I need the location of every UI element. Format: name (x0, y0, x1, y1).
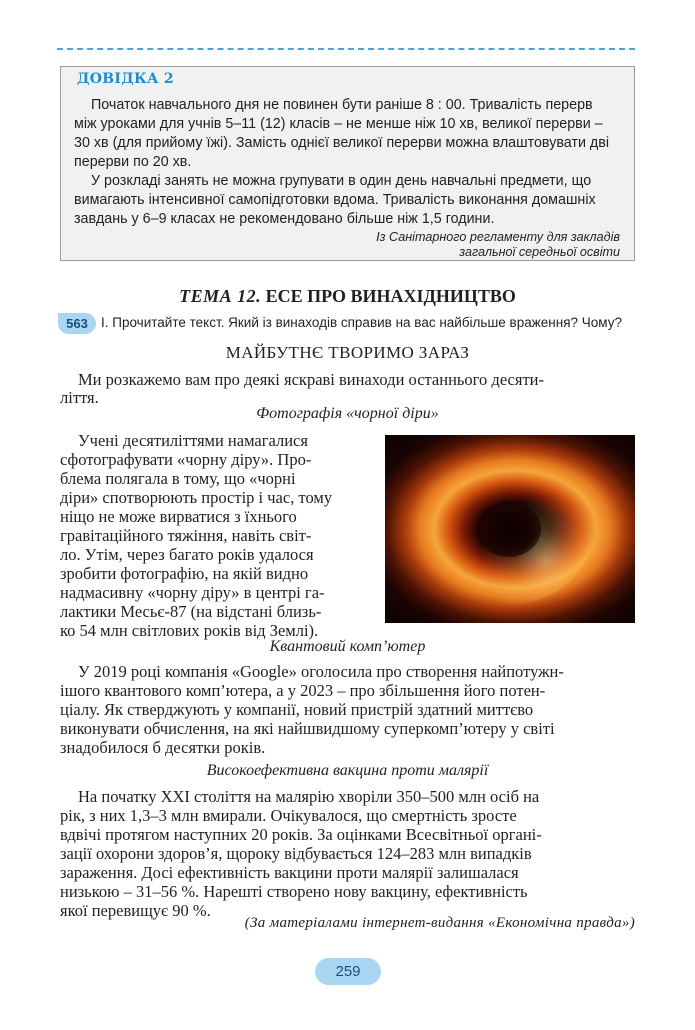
task-number-badge: 563 (58, 313, 96, 334)
paragraph-line: надмасивну «чорну діру» в центрі га- (60, 583, 325, 602)
paragraph-line: У 2019 році компанія «Google» оголосила про створення найпотужн- (78, 662, 564, 681)
paragraph-line: ціалу. Як стверджують у компанії, новий пристрій здатний миттєво (60, 700, 534, 719)
reference-line: 30 хв (для прийому їжі). Замість однієї великої перерви можна влаштовувати дві (74, 135, 610, 151)
topic-heading (0, 286, 695, 307)
paragraph-line: зараження. Досі ефективність вакцини проти малярії залишалася (60, 863, 519, 882)
paragraph-line: ко 54 млн світлових років від Землі). (60, 621, 319, 640)
section-heading-vaccine: Високоефективна вакцина проти малярії (206, 762, 489, 779)
reference-box (60, 66, 635, 261)
paragraph-line: зробити фотографію, на якій видно (60, 564, 309, 583)
paragraph-line: діри» спотворюють простір і час, тому (60, 488, 333, 507)
paragraph-line: низькою – 31–56 %. Нарешті створено нову вакцину, ефективність (60, 882, 528, 901)
paragraph-line: виконувати обчислення, на які найшвидшому суперкомп’ютеру у світі (60, 719, 555, 738)
paragraph-line: блема полягала в тому, що «чорні (60, 469, 296, 488)
paragraph-line: якої перевищує 90 %. (60, 901, 211, 920)
source-credit: (За матеріалами інтернет-видання «Економічна правда») (244, 915, 635, 931)
black-hole-shadow (477, 501, 541, 557)
paragraph-line: сфотографувати «чорну діру». Про- (60, 450, 312, 469)
top-dashed-divider (57, 48, 635, 50)
section-heading-quantum: Квантовий комп’ютер (269, 638, 426, 655)
topic-title: ЕСЕ ПРО ВИНАХІДНИЦТВО (261, 286, 516, 306)
paragraph-line: знадобилося б десятки років. (60, 738, 266, 757)
paragraph-line: На початку XXI століття на малярію хворіли 350–500 млн осіб на (78, 787, 540, 806)
reference-line: Початок навчального дня не повинен бути раніше 8 : 00. Тривалість перерв (91, 97, 593, 113)
reference-source: Із Санітарного регламенту для закладів (376, 230, 620, 244)
paragraph-line: ішого квантового комп’ютера, а у 2023 – про збільшення його потен- (60, 681, 546, 700)
reference-title: ДОВІДКА 2 (77, 71, 174, 87)
task-text: І. Прочитайте текст. Який із винаходів справив на вас найбільше враження? Чому? (101, 315, 622, 330)
paragraph-line: вдвічі протягом наступних 20 років. За оцінками Всесвітньої органі- (60, 825, 542, 844)
paragraph-line: Учені десятиліттями намагалися (78, 431, 308, 450)
reference-source: загальної середньої освіти (459, 245, 620, 259)
paragraph-line: рік, з них 1,3–3 млн вмирали. Очікувалося, що смертність зросте (60, 806, 517, 825)
page-number: 259 (315, 958, 381, 985)
black-hole-photo (385, 435, 635, 623)
paragraph-line: ло. Утім, через багато років удалося (60, 545, 314, 564)
paragraph-line: лактики Месьє-87 (на відстані близь- (60, 602, 322, 621)
reference-line: У розкладі занять не можна групувати в один день навчальні предмети, що (91, 173, 592, 189)
paragraph-line: зації охорони здоров’я, щороку відбувається 124–283 млн випадків (60, 844, 532, 863)
section-heading-black-hole: Фотографія «чорної діри» (256, 405, 439, 422)
article-title: МАЙБУТНЄ ТВОРИМО ЗАРАЗ (225, 343, 470, 362)
reference-line: завдань у 6–9 класах не рекомендовано більше ніж 1,5 години. (74, 211, 495, 227)
article-intro-line: Ми розкажемо вам про деякі яскраві винаходи останнього десяти- (78, 370, 544, 389)
topic-prefix: ТЕМА 12. (179, 286, 262, 306)
reference-line: перерви по 20 хв. (74, 154, 192, 170)
reference-line: вимагають інтенсивної самопідготовки вдома. Тривалість виконання домашніх (74, 192, 596, 208)
article-intro-line: ліття. (60, 388, 99, 407)
reference-line: між уроками для учнів 5–11 (12) класів – не менше ніж 10 хв, великої перерви – (74, 116, 603, 132)
paragraph-line: гравітаційного тяжіння, навіть світ- (60, 526, 312, 545)
paragraph-line: ніщо не може вирватися з їхнього (60, 507, 297, 526)
